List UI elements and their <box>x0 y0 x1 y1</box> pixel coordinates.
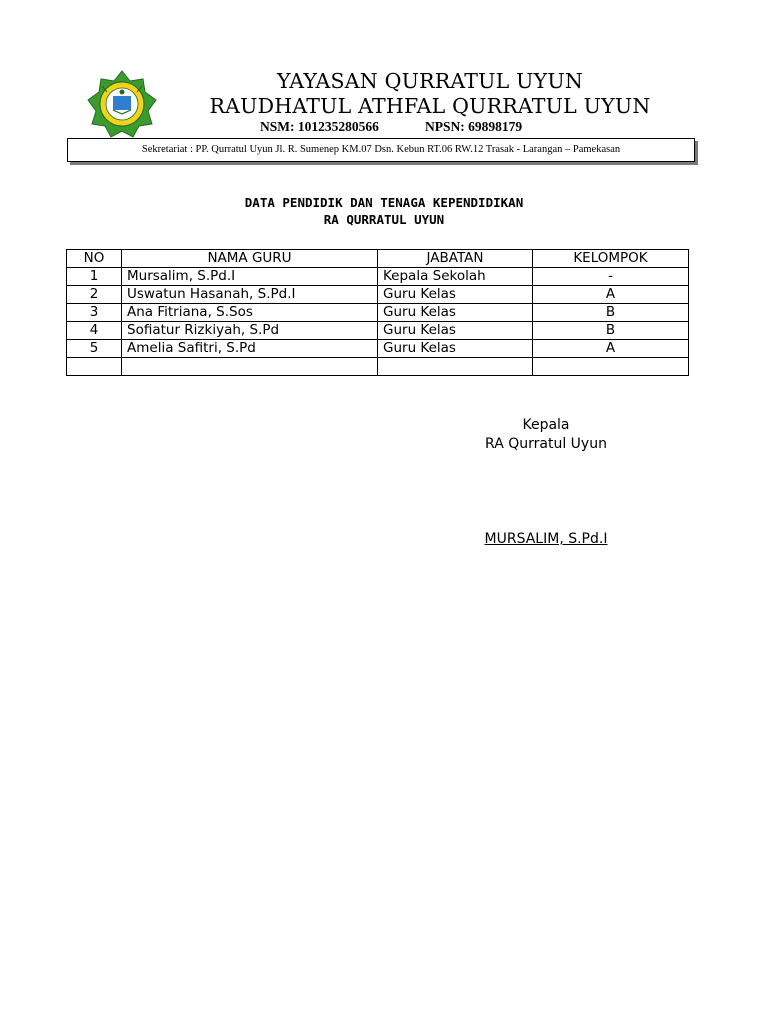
cell-nama-guru: Amelia Safitri, S.Pd <box>122 340 378 358</box>
cell-no: 2 <box>67 286 122 304</box>
cell-nama-guru: Sofiatur Rizkiyah, S.Pd <box>122 322 378 340</box>
cell-no: 3 <box>67 304 122 322</box>
school-name: RAUDHATUL ATHFAL QURRATUL UYUN <box>209 94 651 118</box>
cell-no: 1 <box>67 268 122 286</box>
table-row <box>67 340 689 358</box>
table-row <box>67 322 689 340</box>
cell-kelompok: A <box>533 286 689 304</box>
staff-table <box>66 249 689 376</box>
header-no: NO <box>67 250 122 268</box>
table-header-row <box>67 250 689 268</box>
header-kelompok: KELOMPOK <box>533 250 689 268</box>
cell-nama-guru: Ana Fitriana, S.Sos <box>122 304 378 322</box>
table-row <box>67 286 689 304</box>
cell-kelompok: B <box>533 304 689 322</box>
cell-nama-guru <box>122 358 378 376</box>
address-text: Sekretariat : PP. Qurratul Uyun Jl. R. Sumenep KM.07 Dsn. Kebun RT.06 RW.12 Trasak - Larangan – Pamekasan <box>141 144 621 155</box>
header-jabatan: JABATAN <box>378 250 533 268</box>
cell-jabatan <box>378 358 533 376</box>
document-subtitle: RA QURRATUL UYUN <box>323 212 445 227</box>
cell-jabatan: Guru Kelas <box>378 322 533 340</box>
signature-organization: RA Qurratul Uyun <box>485 436 607 452</box>
signature-name: MURSALIM, S.Pd.I <box>484 531 608 547</box>
address-box <box>67 138 695 162</box>
cell-kelompok <box>533 358 689 376</box>
cell-jabatan: Guru Kelas <box>378 286 533 304</box>
signature-role: Kepala <box>522 417 570 433</box>
school-logo-icon <box>86 70 158 138</box>
cell-no: 5 <box>67 340 122 358</box>
cell-no: 4 <box>67 322 122 340</box>
cell-jabatan: Kepala Sekolah <box>378 268 533 286</box>
nsm-number: NSM: 101235280566 <box>260 119 379 134</box>
table-row <box>67 304 689 322</box>
cell-jabatan: Guru Kelas <box>378 340 533 358</box>
table-row <box>67 268 689 286</box>
cell-no <box>67 358 122 376</box>
npsn-number: NPSN: 69898179 <box>425 119 523 134</box>
cell-kelompok: - <box>533 268 689 286</box>
cell-kelompok: A <box>533 340 689 358</box>
header-nama-guru: NAMA GURU <box>122 250 378 268</box>
cell-nama-guru: Mursalim, S.Pd.I <box>122 268 378 286</box>
document-title: DATA PENDIDIK DAN TENAGA KEPENDIDIKAN <box>244 195 524 210</box>
cell-kelompok: B <box>533 322 689 340</box>
table-row-empty <box>67 358 689 376</box>
foundation-name: YAYASAN QURRATUL UYUN <box>277 69 583 93</box>
cell-nama-guru: Uswatun Hasanah, S.Pd.I <box>122 286 378 304</box>
cell-jabatan: Guru Kelas <box>378 304 533 322</box>
